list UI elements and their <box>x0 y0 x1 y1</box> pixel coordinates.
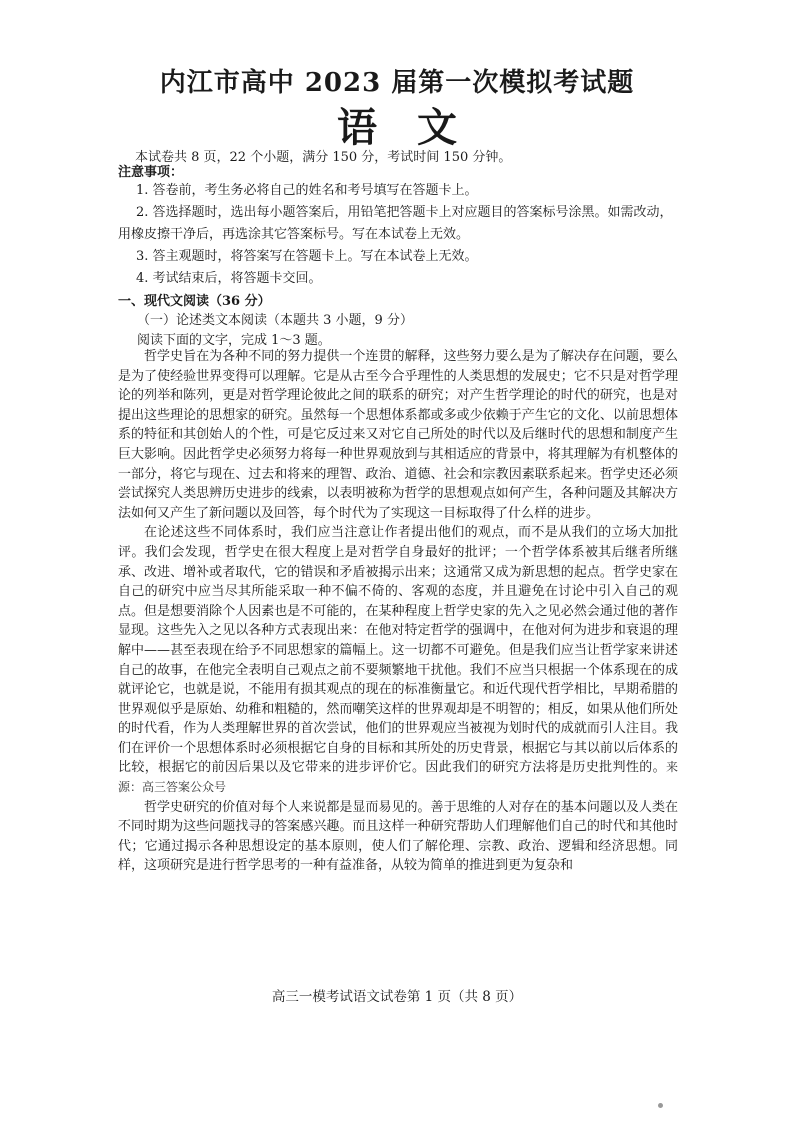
subsection-heading: （一）论述类文本阅读（本题共 3 小题，9 分） <box>137 313 413 328</box>
reading-instruction: 阅读下面的文字，完成 1～3 题。 <box>137 333 331 348</box>
notice-item: 4. 考试结束后，将答题卡交回。 <box>136 271 322 286</box>
notice-item: 2. 答选择题时，选出每小题答案后，用铅笔把答题卡上对应题目的答案标号涂黑。如需改动，用橡皮擦干净后，再选涂其它答案标号。写在本试卷上无效。 <box>118 205 673 242</box>
exam-intro: 本试卷共 8 页，22 个小题，满分 150 分，考试时间 150 分钟。 <box>135 150 512 165</box>
scan-speck <box>658 1103 663 1108</box>
passage-paragraph: 哲学史旨在为各种不同的努力提供一个连贯的解释，这些努力要么是为了解决存在问题，要么是为了使经验世界变得可以理解。它是从古至今合乎理性的人类思想的发展史；它不只是对哲学理论的列举和陈列，更是对哲学理论彼此之间的联系的研究；对产生哲学理论的时代的研究，也是对提出这些理论的思想家的研究。虽然每一个思想体系都或多或少依赖于产生它的文化、以前思想体系的特征和其创始人的个性，可是它反过来又对它自己所处的时代以及后继时代的思想和制度产生巨大影响。因此哲学史必须努力将每一种世界观放到与其相适应的背景中，将其理解为有机整体的一部分，将它与现在、过去和将来的理智、政治、道德、社会和宗教因素联系起来。哲学史还必须尝试探究人类思辨历史进步的线索，以表明被称为哲学的思想观点如何产生，各种问题及其解决方法如何又产生了新问题以及回答，每个时代为了实现这一目标取得了什么样的进步。 <box>118 349 678 521</box>
subject-title: 语文 <box>337 104 497 151</box>
exam-title: 内江市高中 2023 届第一次模拟考试题 <box>159 68 635 98</box>
page-footer: 高三一模考试语文试卷第 1 页（共 8 页） <box>271 989 523 1005</box>
reading-passage <box>118 347 678 876</box>
notice-item: 1. 答卷前，考生务必将自己的姓名和考号填写在答题卡上。 <box>136 183 478 198</box>
passage-paragraph: 哲学史研究的价值对每个人来说都是显而易见的。善于思维的人对存在的基本问题以及人类在不同时期为这些问题找寻的答案感兴趣。而且这样一种研究帮助人们理解他们自己的时代和其他时代；它通过揭示各种思想设定的基本原则，使人们了解伦理、宗教、政治、逻辑和经济思想。同样，这项研究是进行哲学思考的一种有益准备，从较为简单的推进到更为复杂和 <box>118 799 678 874</box>
notice-item: 3. 答主观题时，将答案写在答题卡上。写在本试卷上无效。 <box>136 249 478 264</box>
passage-paragraph-text: 在论述这些不同体系时，我们应当注意让作者提出他们的观点，而不是从我们的立场大加批评。我们会发现，哲学史在很大程度上是对哲学自身最好的批评；一个哲学体系被其后继者所继承、改进、增补或者取代，它的错误和矛盾被揭示出来；这通常又成为新思想的起点。哲学史家在自己的研究中应当尽其所能采取一种不偏不倚的、客观的态度，并且避免在讨论中引入自己的观点。但是想要消除个人因素也是不可能的，在某种程度上哲学史家的先入之见必然会通过他的著作显现。这些先入之见以各种方式表现出来：在他对特定哲学的强调中，在他对何为进步和衰退的理解中——甚至表现在给予不同思想家的篇幅上。这一切都不可避免。但是我们应当让哲学家来讲述自己的故事，在他完全表明自己观点之前不要频繁地干扰他。我们不应当只根据一个体系现在的成就评论它，也就是说，不能用有损其观点的现在的标准衡量它。和近代现代哲学相比，早期希腊的世界观似乎是原始、幼稚和粗糙的，然而嘲笑这样的世界观却是不明智的；相反，如果从他们所处的时代看，作为人类理解世界的首次尝试，他们的世界观应当被视为划时代的成就而引人注目。我们在评价一个思想体系时必须根据它自身的目标和其所处的历史背景，根据它与其以前以后体系的比较，根据它的前因后果以及它带来的进步评价它。因此我们的研究方法将是历史批判性的。 <box>118 525 678 776</box>
section-heading: 一、现代文阅读（36 分） <box>118 294 271 309</box>
notice-list <box>118 180 678 290</box>
passage-paragraph <box>118 523 678 797</box>
notice-heading: 注意事项： <box>118 165 184 180</box>
source-watermark: 来源：高三答案公众号 <box>118 760 678 795</box>
